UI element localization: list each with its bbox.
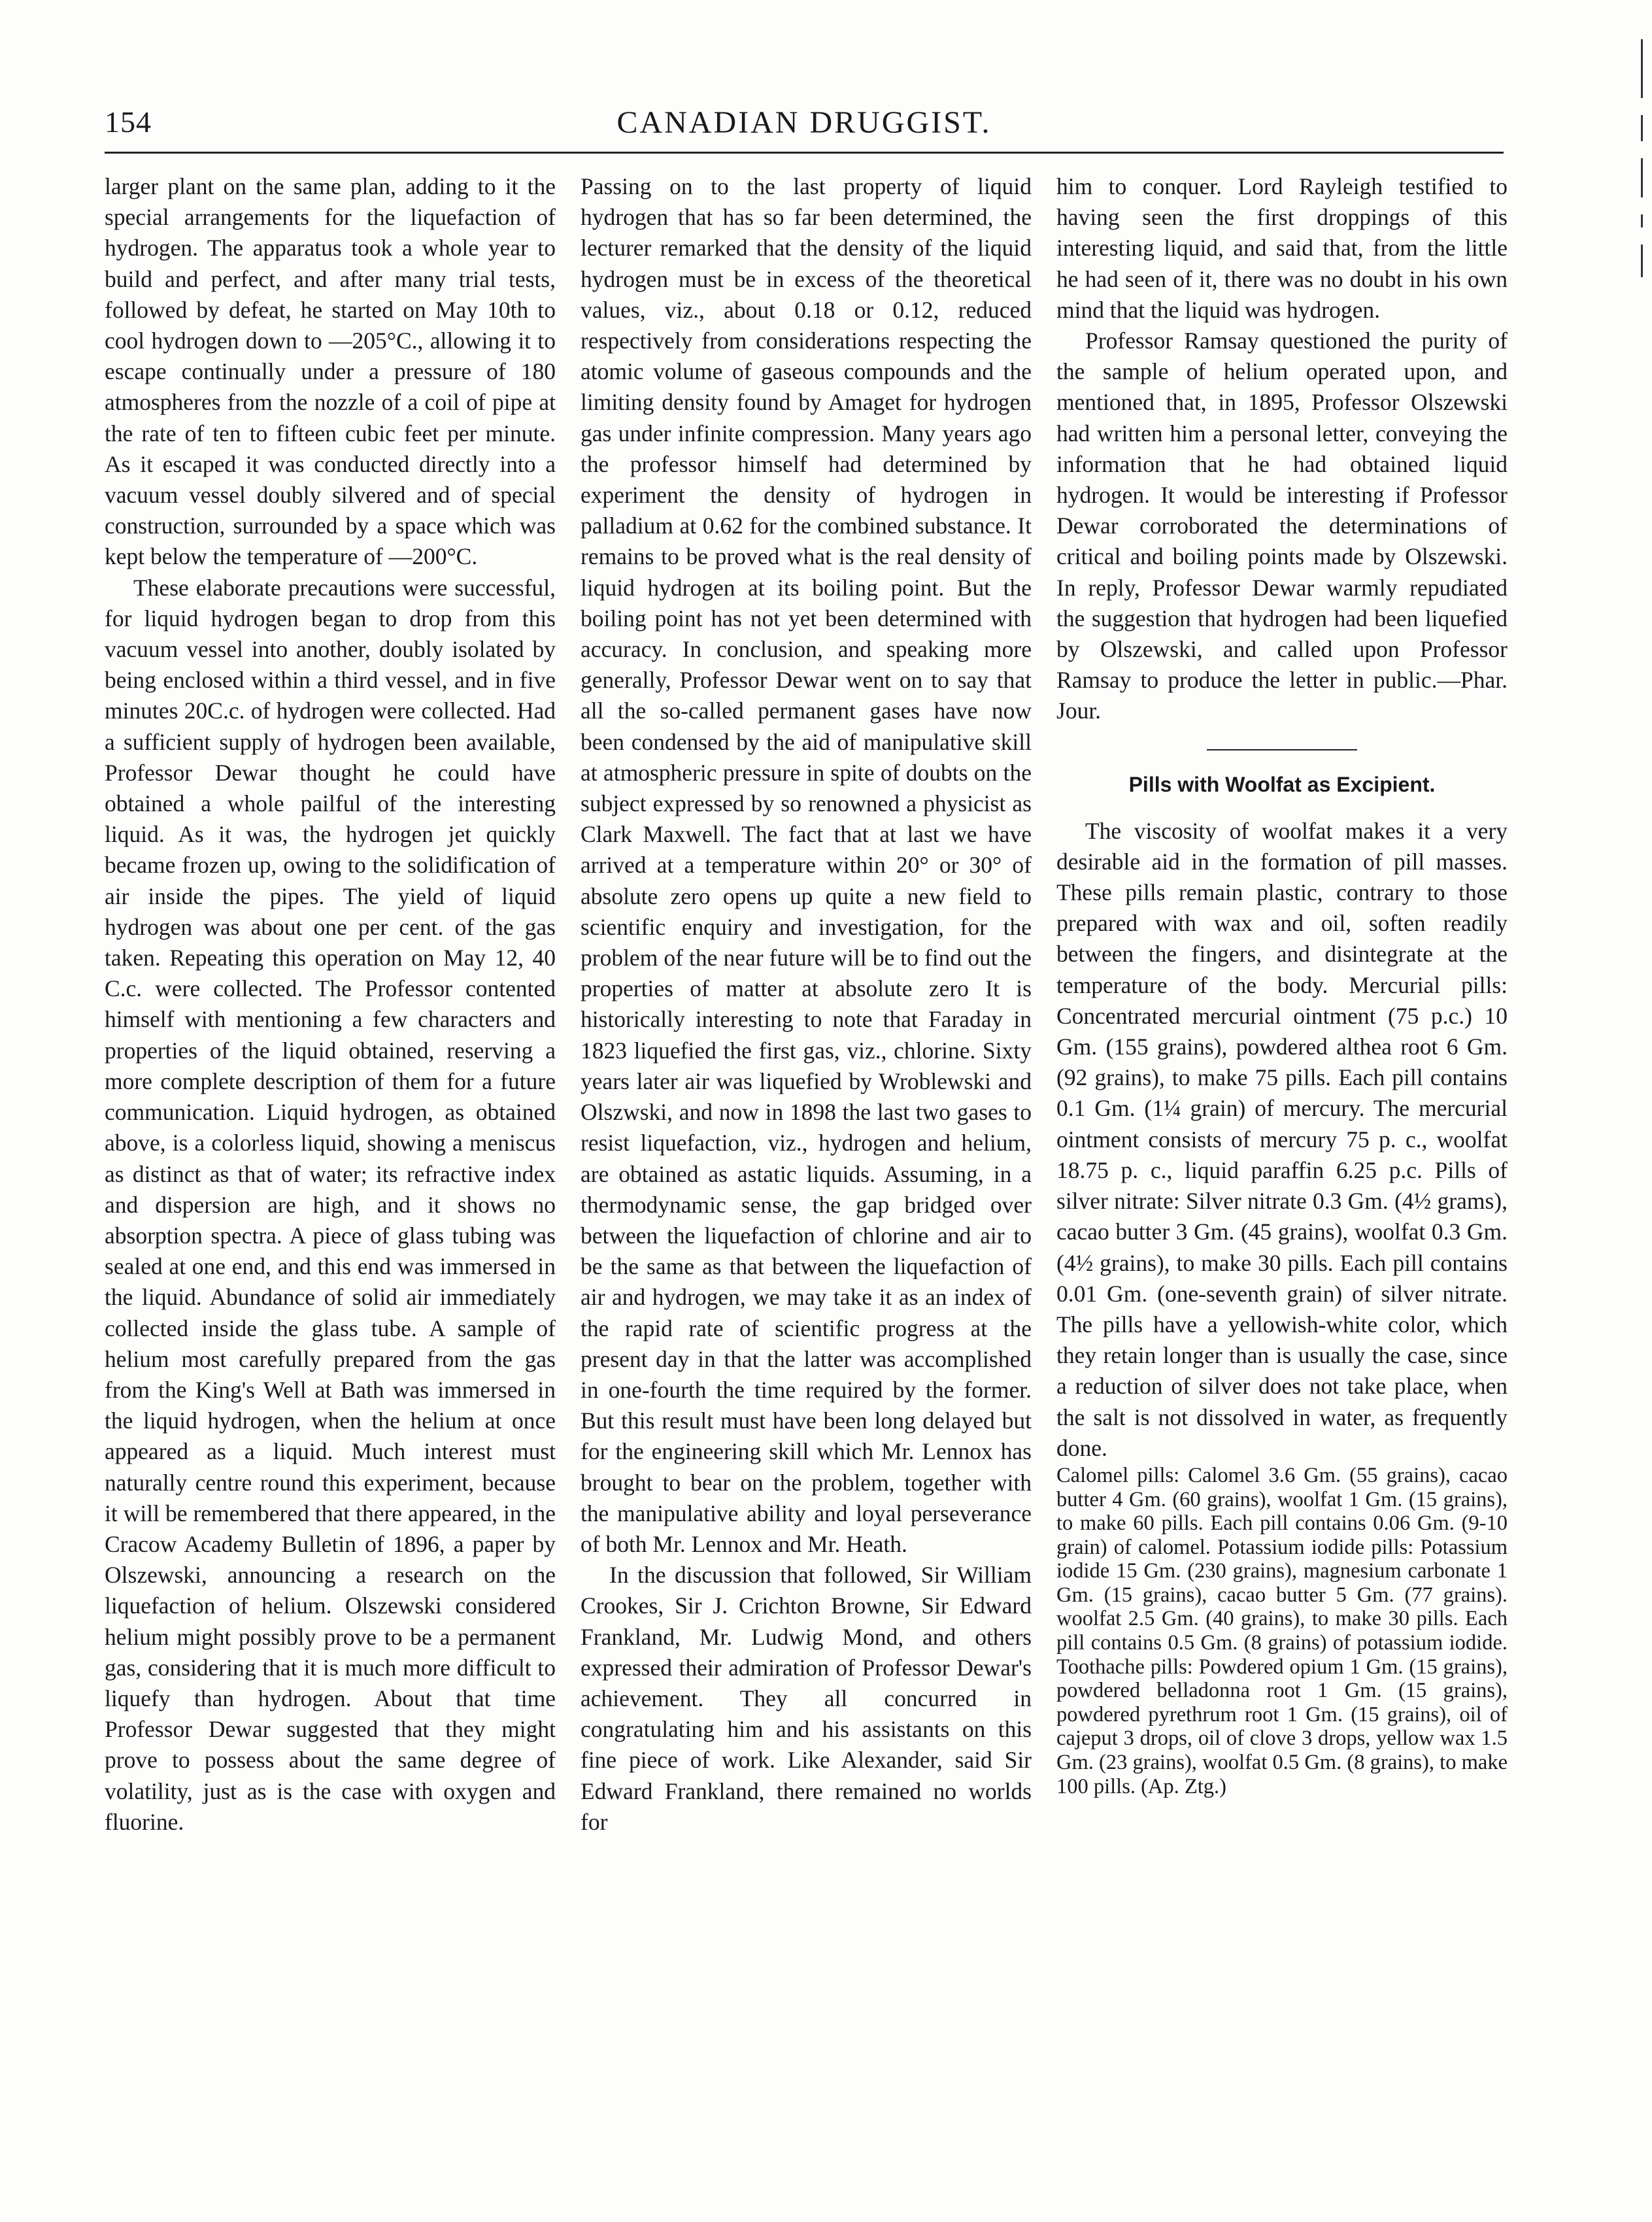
header-rule: [105, 152, 1504, 154]
article-heading: Pills with Woolfat as Excipient.: [1128, 772, 1436, 796]
paragraph: Passing on to the last property of liquid hydrogen that has so far been determined, the lecturer remarked that the density of the liquid hydrogen must be in excess of the theoretical values, viz., about 0.18 or 0.12, reduced respectively from considerations respecting the atomic volume of gaseous compounds and the limiting density found by Amaget for hydrogen gas under infinite compression. Many years ago the professor himself had determined by experiment the density of hydrogen in palladium at 0.62 for the combined substance. It remains to be proved what is the real density of liquid hydrogen at its boiling point. But the boiling point has not yet been determined with accuracy. In conclusion, and speaking more generally, Professor Dewar went on to say that all the so-called permanent gases have now been condensed by the aid of manipulative skill at atmospheric pressure in spite of doubts on the subject expressed by so renowned a physicist as Clark Maxwell. The fact that at last we have arrived at a temperature within 20° or 30° of absolute zero opens up quite a new field to scientific enquiry and investigation, for the problem of the near future will be to find out the properties of matter at absolute zero It is historically interesting to note that Faraday in 1823 liquefied the first gas, viz., chlorine. Sixty years later air was liquefied by Wroblewski and Olszwski, and now in 1898 the last two gases to resist liquefaction, viz., hydrogen and helium, are obtained as astatic liquids. Assuming, in a thermodynamic sense, the gap bridged over between the liquefaction of chlorine and air to be the same as that between the liquefaction of air and hydrogen, we may take it as an index of the rapid rate of scientific progress at the present day in that the latter was accomplished in one-fourth the time required by the former. But this result must have been long delayed but for the engineering skill which Mr. Lennox has brought to bear on the problem, together with the manipulative ability and loyal perseverance of both Mr. Lennox and Mr. Heath.: [581, 173, 1032, 1557]
paragraph: The viscosity of woolfat makes it a very desirable aid in the formation of pill masses. These pills remain plastic, contrary to those prepared with wax and oil, soften readily between the fingers, and disintegrate at the temperature of the body. Mercurial pills: Concentrated mercurial ointment (75 p.c.) 10 Gm. (155 grains), powdered althea root 6 Gm. (92 grains), to make 75 pills. Each pill contains 0.1 Gm. (1¼ grain) of mercury. The mercurial ointment consists of mercury 75 p. c., woolfat 18.75 p. c., liquid paraffin 6.25 p.c. Pills of silver nitrate: Silver nitrate 0.3 Gm. (4½ grams), cacao butter 3 Gm. (45 grains), woolfat 0.3 Gm. (4½ grains), to make 30 pills. Each pill contains 0.01 Gm. (one-seventh grain) of silver nitrate. The pills have a yellowish-white color, which they retain longer than is usually the case, since a reduction of silver does not take place, when the salt is not dissolved in water, as frequently done.: [1056, 817, 1508, 1461]
section-divider: [1207, 749, 1357, 750]
scan-edge-marks: [1635, 39, 1648, 628]
paragraph: him to conquer. Lord Rayleigh testified to having seen the first droppings of this interesting liquid, and said that, from the little he had seen of it, there was no doubt in his own mind that the liquid was hydrogen.: [1056, 173, 1508, 323]
paragraph: In the discussion that followed, Sir William Crookes, Sir J. Crichton Browne, Sir Edward Frankland, Mr. Ludwig Mond, and others expressed their admiration of Professor Dewar's achievement. They all concurred in congratulating him and his assistants on this fine piece of work. Like Alexander, said Sir Edward Frankland, there remained no worlds for: [581, 1562, 1032, 1835]
column-2: [581, 171, 1032, 2132]
paragraph: These elaborate precautions were successful, for liquid hydrogen began to drop from this vacuum vessel into another, doubly isolated by being enclosed within a third vessel, and in five minutes 20C.c. of hydrogen were collected. Had a sufficient supply of hydrogen been available, Professor Dewar thought he could have obtained a whole pailful of the interesting liquid. As it was, the hydrogen jet quickly became frozen up, owing to the solidification of air inside the pipes. The yield of liquid hydrogen was about one per cent. of the gas taken. Repeating this operation on May 12, 40 C.c. were collected. The Professor contented himself with mentioning a few characters and properties of the liquid obtained, reserving a more complete description of them for a future communication. Liquid hydrogen, as obtained above, is a colorless liquid, showing a meniscus as distinct as that of water; its refractive index and dispersion are high, and it shows no absorption spectra. A piece of glass tubing was sealed at one end, and this end was immersed in the liquid. Abundance of solid air immediately collected inside the glass tube. A sample of helium most carefully prepared from the gas from the King's Well at Bath was immersed in the liquid hydrogen, when the helium at once appeared as a liquid. Much interest must naturally centre round this experiment, because it will be remembered that there appeared, in the Cracow Academy Bulletin of 1896, a paper by Olszewski, announcing a research on the liquefaction of helium. Olszewski considered helium might possibly prove to be a permanent gas, considering that it is much more difficult to liquefy than hydrogen. About that time Professor Dewar suggested that they might prove to possess about the same degree of volatility, just as is the case with oxygen and fluorine.: [105, 574, 556, 1835]
column-1: [105, 171, 556, 2132]
paragraph: Professor Ramsay questioned the purity of the sample of helium operated upon, and mentioned that, in 1895, Professor Olszewski had written him a personal letter, conveying the information that he had obtained liquid hydrogen. It would be interesting if Professor Dewar corroborated the determinations of critical and boiling points made by Olszewski. In reply, Professor Dewar warmly repudiated the suggestion that hydrogen had been liquefied by Olszewski, and called upon Professor Ramsay to produce the letter in public.—Phar. Jour.: [1056, 328, 1508, 724]
journal-title: CANADIAN DRUGGIST.: [616, 105, 992, 140]
page-header: [105, 105, 1504, 150]
page-number: 154: [105, 105, 152, 139]
paragraph: larger plant on the same plan, adding to it the special arrangements for the liquefaction of hydrogen. The apparatus took a whole year to build and perfect, and after many trial tests, followed by defeat, he started on May 10th to cool hydrogen down to —205°C., allowing it to escape continually under a pressure of 180 atmospheres from the nozzle of a coil of pipe at the rate of ten to fifteen cubic feet per minute. As it escaped it was conducted directly into a vacuum vessel doubly silvered and of special construction, surrounded by a space which was kept below the temperature of —200°C.: [105, 173, 556, 570]
paragraph: Calomel pills: Calomel 3.6 Gm. (55 grains), cacao butter 4 Gm. (60 grains), woolfat 1 Gm. (15 grains), to make 60 pills. Each pill contains 0.06 Gm. (9-10 grain) of calomel. Potassium iodide pills: Potassium iodide 15 Gm. (230 grains), magnesium carbonate 1 Gm. (15 grains), cacao butter 5 Gm. (77 grains). woolfat 2.5 Gm. (40 grains), to make 30 pills. Each pill contains 0.5 Gm. (8 grains) of potassium iodide. Toothache pills: Powdered opium 1 Gm. (15 grains), powdered belladonna root 1 Gm. (15 grains), powdered pyrethrum root 1 Gm. (15 grains), oil of cajeput 3 drops, oil of clove 3 drops, yellow wax 1.5 Gm. (23 grains), woolfat 0.5 Gm. (8 grains), to make 100 pills. (Ap. Ztg.): [1056, 1463, 1508, 1798]
column-3: [1056, 171, 1508, 2132]
